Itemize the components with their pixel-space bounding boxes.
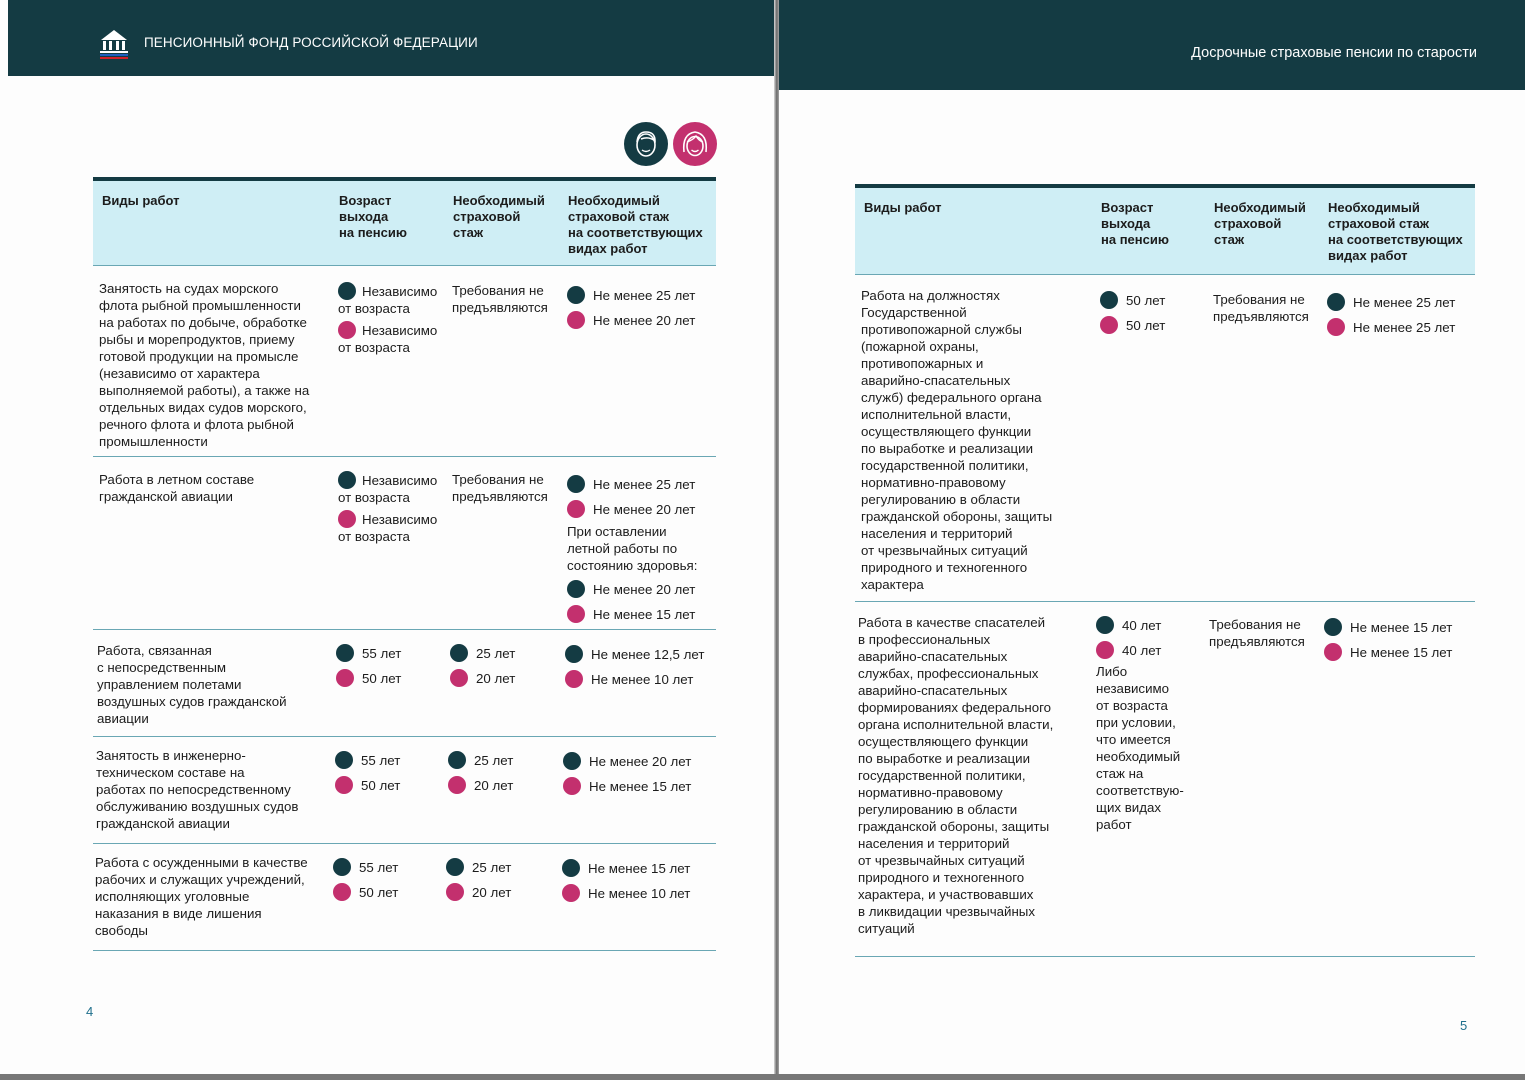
table-row	[93, 630, 716, 737]
table-row	[855, 275, 1475, 602]
work-type: Работа, связанная с непосредственным управлением полетами воздушных судов гражданской авиации	[97, 643, 287, 726]
age-cell	[338, 471, 446, 549]
male-face-icon	[624, 122, 668, 166]
female-dot	[562, 884, 580, 902]
female-dot	[450, 669, 468, 687]
male-dot	[338, 282, 356, 300]
special-female-health: Не менее 15 лет	[593, 606, 696, 622]
special-female: Не менее 10 лет	[591, 671, 694, 687]
male-dot	[336, 644, 354, 662]
male-dot	[1324, 618, 1342, 636]
female-dot	[567, 500, 585, 518]
age-male: 55 лет	[359, 859, 399, 875]
insurance-male: 25 лет	[474, 752, 514, 768]
male-dot	[1100, 291, 1118, 309]
female-dot	[1327, 318, 1345, 336]
female-dot	[338, 321, 356, 339]
age-cell	[333, 856, 441, 906]
page-number: 5	[1460, 1018, 1468, 1033]
female-dot	[565, 670, 583, 688]
insurance-cell	[450, 642, 560, 692]
male-dot	[567, 475, 585, 493]
insurance-cell	[446, 856, 556, 906]
special-cell	[567, 473, 717, 628]
age-female: 40 лет	[1122, 642, 1162, 658]
special-cell	[567, 284, 717, 334]
male-dot	[450, 644, 468, 662]
insurance-cell: Требования не предъявляются	[452, 472, 548, 504]
male-dot	[563, 752, 581, 770]
insurance-male: 25 лет	[476, 645, 516, 661]
age-male: 55 лет	[362, 645, 402, 661]
special-cell	[562, 857, 714, 907]
col-insurance-header: Необходимый страховой стаж	[1214, 200, 1306, 247]
table-header	[93, 177, 716, 266]
insurance-cell: Требования не предъявляются	[452, 283, 548, 315]
special-female: Не менее 10 лет	[588, 885, 691, 901]
male-dot	[565, 645, 583, 663]
male-dot	[562, 859, 580, 877]
special-female: Не менее 20 лет	[593, 501, 696, 517]
male-dot	[567, 580, 585, 598]
gender-legend	[624, 122, 720, 168]
work-type: Работа на должностях Государственной противопожарной службы (пожарной охраны, противопожарных и аварийно-спасательных служб) федерального органа исполнительной власти, осуществляющего функции по выработке и реализации государственной политики, нормативно-правовому регулированию в области гражданской обороны, защиты населения и территорий от чрезвычайных ситуаций природного и техногенного характера	[861, 288, 1053, 592]
male-dot	[1096, 616, 1114, 634]
female-dot	[336, 669, 354, 687]
table-row	[93, 737, 716, 844]
age-male: Независимо от возраста	[338, 284, 438, 316]
special-cell	[1324, 616, 1476, 666]
table-row	[93, 266, 716, 457]
right-table	[855, 184, 1475, 957]
female-dot	[446, 883, 464, 901]
female-face-icon	[673, 122, 717, 166]
female-dot	[333, 883, 351, 901]
left-table	[93, 177, 716, 951]
male-dot	[567, 286, 585, 304]
special-male: Не менее 12,5 лет	[591, 646, 705, 662]
pfr-logo-icon	[97, 26, 131, 60]
female-dot	[335, 776, 353, 794]
table-row	[93, 844, 716, 951]
male-dot	[1327, 293, 1345, 311]
table-row	[93, 457, 716, 630]
male-dot	[446, 858, 464, 876]
insurance-female: 20 лет	[472, 884, 512, 900]
col-work-header: Виды работ	[864, 200, 942, 215]
org-name: ПЕНСИОННЫЙ ФОНД РОССИЙСКОЙ ФЕДЕРАЦИИ	[144, 35, 478, 50]
page-number: 4	[86, 1004, 94, 1019]
work-type: Работа с осужденными в качестве рабочих и служащих учреждений, исполняющих уголовные наказания в виде лишения свободы	[95, 855, 308, 938]
age-cell	[336, 642, 444, 692]
work-type: Занятость в инженерно- техническом составе на работах по непосредственному обслуживанию воздушных судов гражданской авиации	[96, 748, 299, 831]
age-cell	[1100, 289, 1208, 339]
table-row	[855, 602, 1475, 957]
special-female: Не менее 15 лет	[589, 778, 692, 794]
age-female: Независимо от возраста	[338, 512, 438, 544]
insurance-female: 20 лет	[474, 777, 514, 793]
male-dot	[335, 751, 353, 769]
col-work-header: Виды работ	[102, 193, 180, 208]
male-dot	[448, 751, 466, 769]
insurance-male: 25 лет	[472, 859, 512, 875]
special-male: Не менее 20 лет	[589, 753, 692, 769]
age-male: 55 лет	[361, 752, 401, 768]
age-female: 50 лет	[1126, 317, 1166, 333]
female-dot	[567, 605, 585, 623]
section-title: Досрочные страховые пенсии по старости	[1191, 45, 1477, 61]
insurance-cell: Требования не предъявляются	[1213, 292, 1309, 324]
female-dot	[567, 311, 585, 329]
special-cell	[1327, 291, 1477, 341]
age-cell	[335, 749, 443, 799]
right-page	[779, 0, 1525, 1080]
col-age-header: Возраст выхода на пенсию	[1101, 200, 1169, 247]
work-type: Занятость на судах морского флота рыбной промышленности на работах по добыче, обработке рыбы и морепродуктов, приему готовой продукции на промысле (независимо от характера выполняемой работы), а также на отдельных видах судов морского, речного флота и флота рыбной промышленности	[99, 281, 310, 449]
insurance-cell: Требования не предъявляются	[1209, 617, 1305, 649]
age-female: 50 лет	[359, 884, 399, 900]
special-male: Не менее 15 лет	[588, 860, 691, 876]
insurance-female: 20 лет	[476, 670, 516, 686]
special-female: Не менее 15 лет	[1350, 644, 1453, 660]
age-male: Независимо от возраста	[338, 473, 438, 505]
female-dot	[563, 777, 581, 795]
special-male: Не менее 15 лет	[1350, 619, 1453, 635]
age-note: Либо независимо от возраста при условии, что имеется необходимый стаж на соответствую- щих видах работ	[1096, 664, 1184, 832]
female-dot	[1100, 316, 1118, 334]
insurance-cell	[448, 749, 558, 799]
table-header	[855, 184, 1475, 275]
female-dot	[338, 510, 356, 528]
special-male: Не менее 25 лет	[593, 287, 696, 303]
female-dot	[1324, 643, 1342, 661]
special-male: Не менее 25 лет	[593, 476, 696, 492]
special-note: При оставлении летной работы по состоянию здоровья:	[567, 524, 698, 573]
work-type: Работа в летном составе гражданской авиации	[99, 472, 255, 504]
age-male: 40 лет	[1122, 617, 1162, 633]
female-dot	[1096, 641, 1114, 659]
col-special-header: Необходимый страховой стаж на соответствующих видах работ	[1328, 200, 1463, 263]
special-cell	[563, 750, 715, 800]
work-type: Работа в качестве спасателей в профессиональных аварийно-спасательных службах, профессиональных аварийно-спасательных формированиях федерального органа исполнительной власти, осуществляющего функции по выработке и реализации государственной политики, нормативно-правовому регулированию в области гражданской обороны, защиты населения и территорий от чрезвычайных ситуаций природного и техногенного характера, и участвовавших в ликвидации чрезвычайных ситуаций	[858, 615, 1054, 936]
male-dot	[333, 858, 351, 876]
page-bottom-edge	[0, 1074, 1525, 1080]
col-age-header: Возраст выхода на пенсию	[339, 193, 407, 240]
special-female: Не менее 25 лет	[1353, 319, 1456, 335]
age-cell	[1096, 614, 1204, 833]
special-female: Не менее 20 лет	[593, 312, 696, 328]
age-cell	[338, 282, 446, 360]
special-male-health: Не менее 20 лет	[593, 581, 696, 597]
age-male: 50 лет	[1126, 292, 1166, 308]
age-female: 50 лет	[362, 670, 402, 686]
female-dot	[448, 776, 466, 794]
col-insurance-header: Необходимый страховой стаж	[453, 193, 545, 240]
male-dot	[338, 471, 356, 489]
age-female: 50 лет	[361, 777, 401, 793]
special-cell	[565, 643, 717, 693]
col-special-header: Необходимый страховой стаж на соответствующих видах работ	[568, 193, 703, 256]
special-male: Не менее 25 лет	[1353, 294, 1456, 310]
age-female: Независимо от возраста	[338, 323, 438, 355]
